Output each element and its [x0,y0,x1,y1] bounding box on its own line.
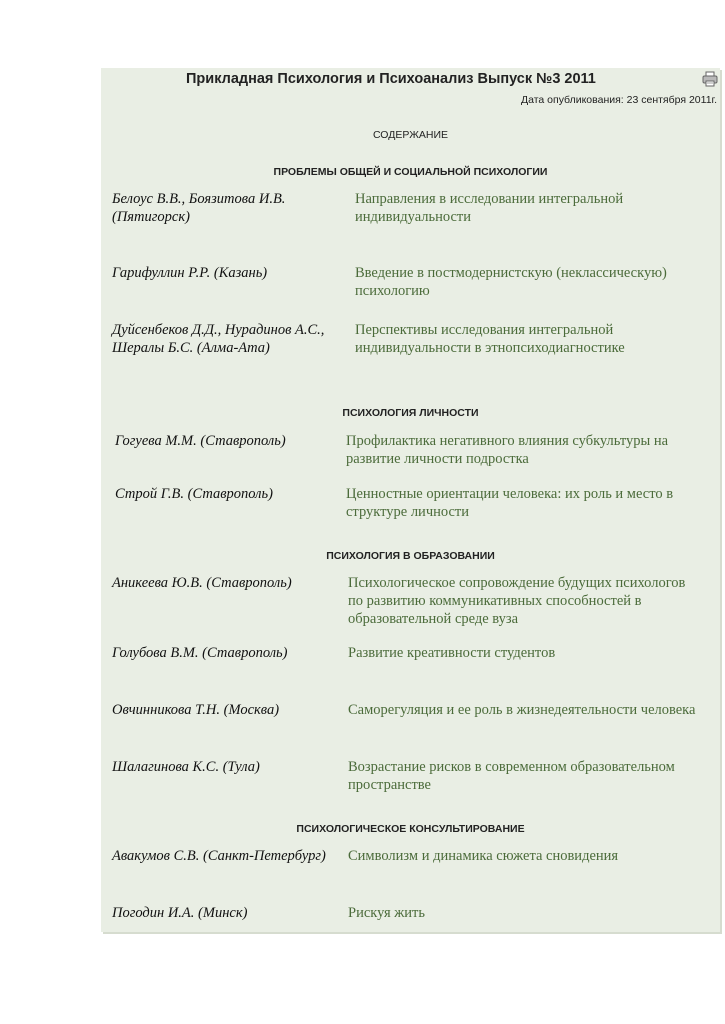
section-title: ПРОБЛЕМЫ ОБЩЕЙ И СОЦИАЛЬНОЙ ПСИХОЛОГИИ [273,166,548,178]
article-author: Дуйсенбеков Д.Д., Нурадинов А.С., Шералы Б.С. (Алма-Ата) [112,322,325,356]
article-author: Аникеева Ю.В. (Ставрополь) [112,575,292,591]
article-title-link[interactable]: Символизм и динамика сюжета сновидения [348,848,619,864]
section-title: ПСИХОЛОГИЧЕСКОЕ КОНСУЛЬТИРОВАНИЕ [296,823,525,835]
publish-date: Дата опубликования: 23 сентября 2011г. [521,94,717,106]
article-author: Белоус В.В., Боязитова И.В. (Пятигорск) [112,191,286,225]
article-author: Шалагинова К.С. (Тула) [112,759,260,775]
article-author: Строй Г.В. (Ставрополь) [115,486,273,502]
section-title: ПСИХОЛОГИЯ В ОБРАЗОВАНИИ [326,550,495,562]
article-author: Гогуева М.М. (Ставрополь) [115,433,286,449]
article-author: Гарифуллин Р.Р. (Казань) [112,265,268,281]
article-title-link[interactable]: Рискуя жить [348,905,426,921]
article-title-link[interactable]: Ценностные ориентации человека: их роль и место в структуре личности [346,486,674,520]
article-title-link[interactable]: Направления в исследовании интегральной индивидуальности [355,191,624,225]
article-author: Авакумов С.В. (Санкт-Петербург) [112,848,326,864]
printer-icon[interactable] [702,71,718,87]
article-title-link[interactable]: Саморегуляция и ее роль в жизнедеятельности человека [348,702,696,718]
article-title-link[interactable]: Перспективы исследования интегральной индивидуальности в этнопсиходиагностике [355,322,625,356]
article-author: Погодин И.А. (Минск) [112,905,248,921]
article-title-link[interactable]: Профилактика негативного влияния субкультуры на развитие личности подростка [346,433,669,467]
article-title-link[interactable]: Развитие креативности студентов [348,645,556,661]
section-title: ПСИХОЛОГИЯ ЛИЧНОСТИ [342,407,479,419]
page-title: Прикладная Психология и Психоанализ Выпуск №3 2011 [186,71,596,87]
article-title-link[interactable]: Возрастание рисков в современном образовательном пространстве [348,759,675,793]
article-title-link[interactable]: Психологическое сопровождение будущих психологов по развитию коммуникативных способностей в образовательной среде вуза [348,575,686,627]
article-title-link[interactable]: Введение в постмодернистскую (неклассическую) психологию [355,265,667,299]
contents-heading: СОДЕРЖАНИЕ [372,129,449,141]
article-author: Голубова В.М. (Ставрополь) [112,645,288,661]
article-author: Овчинникова Т.Н. (Москва) [112,702,280,718]
